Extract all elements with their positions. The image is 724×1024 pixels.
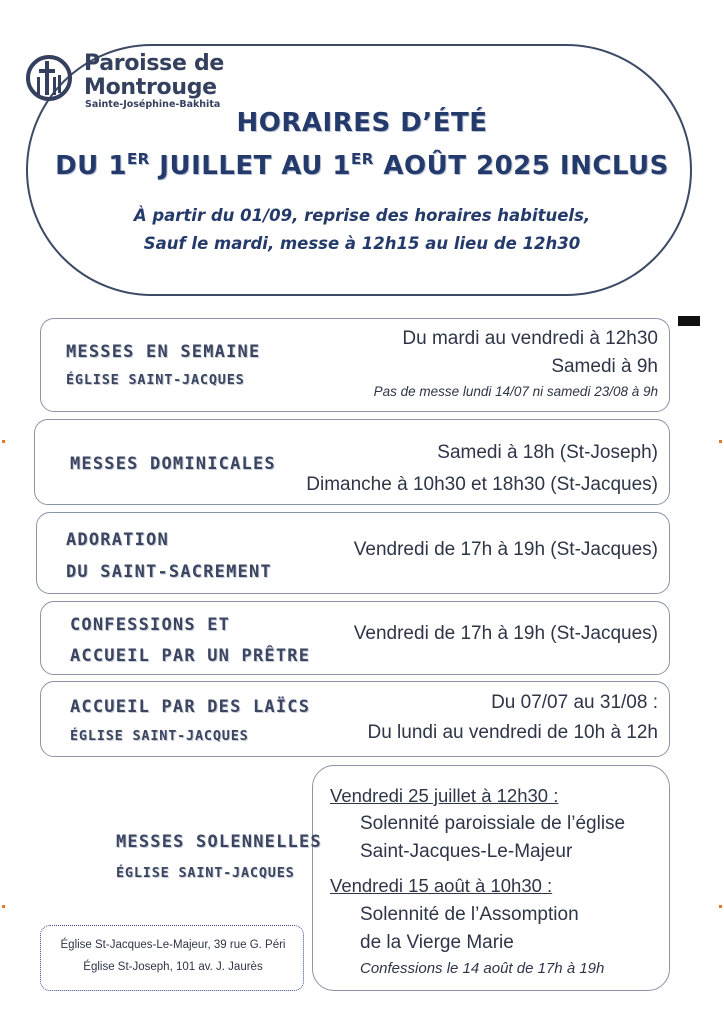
dominicales-label: MESSES DOMINICALES <box>70 454 276 474</box>
solennelles-desc1-line1: Solennité paroissiale de l’église <box>360 813 626 834</box>
solennelles-desc2-line2: de la Vierge Marie <box>360 932 514 953</box>
subtitle-line1: À partir du 01/09, reprise des horaires habituels, <box>133 206 591 225</box>
semaine-line2: Samedi à 9h <box>551 356 658 377</box>
solennelles-date1: Vendredi 25 juillet à 12h30 : <box>330 785 559 806</box>
accueil-sublabel: ÉGLISE SAINT-JACQUES <box>70 728 249 744</box>
adoration-label2: DU SAINT-SACREMENT <box>66 562 272 582</box>
solennelles-date2: Vendredi 15 août à 10h30 : <box>330 875 553 896</box>
parish-logo-icon <box>24 53 74 103</box>
adoration-line1: Vendredi de 17h à 19h (St-Jacques) <box>353 539 658 560</box>
address-line1: Église St-Jacques-Le-Majeur, 39 rue G. Péri <box>60 939 286 951</box>
addresses-box <box>40 925 304 991</box>
logo-subtitle: Sainte-Joséphine-Bakhita <box>85 99 221 110</box>
title-part-a: DU 1 <box>55 151 127 181</box>
crop-mark <box>2 440 5 443</box>
solennelles-desc1-line2: Saint-Jacques-Le-Majeur <box>360 841 573 862</box>
semaine-label: MESSES EN SEMAINE <box>66 342 261 362</box>
page-title-dates <box>0 150 724 181</box>
semaine-sublabel: ÉGLISE SAINT-JACQUES <box>66 372 245 388</box>
confessions-label2: ACCUEIL PAR UN PRÊTRE <box>70 646 311 666</box>
dominicales-line2: Dimanche à 10h30 et 18h30 (St-Jacques) <box>306 474 658 495</box>
title-part-b: JUILLET AU 1 <box>149 151 352 181</box>
accueil-label: ACCUEIL PAR DES LAÏCS <box>70 697 311 717</box>
solennelles-note: Confessions le 14 août de 17h à 19h <box>360 960 605 977</box>
accueil-line2: Du lundi au vendredi de 10h à 12h <box>367 722 658 743</box>
title-part-c: AOÛT 2025 INCLUS <box>373 151 669 181</box>
logo-title-line1: Paroisse de <box>84 51 225 76</box>
semaine-line1: Du mardi au vendredi à 12h30 <box>402 328 658 349</box>
page-title <box>0 108 724 138</box>
accueil-line1: Du 07/07 au 31/08 : <box>491 692 658 713</box>
dominicales-line1: Samedi à 18h (St-Joseph) <box>437 442 658 463</box>
title-sup1: ER <box>126 150 150 168</box>
solennelles-desc2-line1: Solennité de l’Assomption <box>360 904 579 925</box>
confessions-line1: Vendredi de 17h à 19h (St-Jacques) <box>353 623 658 644</box>
confessions-label1: CONFESSIONS ET <box>70 615 231 635</box>
title-sup2: ER <box>351 150 374 168</box>
crop-mark <box>2 905 5 908</box>
edge-mark <box>678 316 700 326</box>
title-line1: HORAIRES D’ÉTÉ <box>236 108 488 138</box>
adoration-label1: ADORATION <box>66 530 169 550</box>
semaine-note: Pas de messe lundi 14/07 ni samedi 23/08 à 9h <box>373 384 658 399</box>
crop-mark <box>719 440 722 443</box>
solennelles-sublabel: ÉGLISE SAINT-JACQUES <box>116 865 295 881</box>
subtitle-line2: Sauf le mardi, messe à 12h15 au lieu de 12h30 <box>143 234 581 253</box>
address-line2: Église St-Joseph, 101 av. J. Jaurès <box>83 961 263 973</box>
crop-mark <box>719 905 722 908</box>
solennelles-label: MESSES SOLENNELLES <box>116 832 322 852</box>
logo-title-line2: Montrouge <box>84 75 217 100</box>
